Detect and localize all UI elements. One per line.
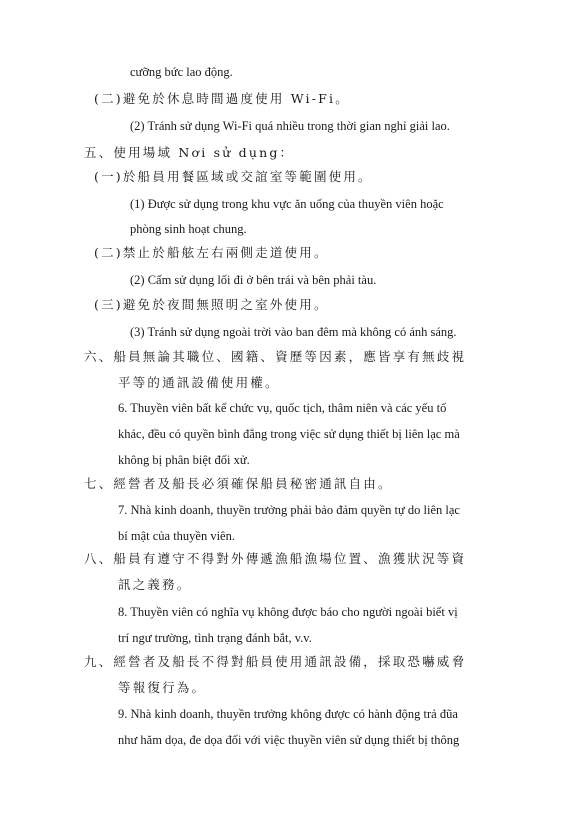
text-line: (1) Được sử dụng trong khu vực ăn uống của thuyền viên hoặc (130, 197, 444, 211)
text-line: 9. Nhà kinh doanh, thuyền trưởng không được có hành động trả đũa (118, 707, 458, 721)
text-line: 訊之義務。 (118, 577, 192, 592)
section-heading: 五、使用場域 Nơi sử dụng： (84, 145, 295, 160)
text-line: trí ngư trường, tình trạng đánh bắt, v.v. (118, 631, 312, 645)
text-line: (三)避免於夜間無照明之室外使用。 (94, 297, 329, 312)
section-heading: 七、經營者及船長必須確保船員秘密通訊自由。 (84, 476, 393, 491)
text-line: không bị phân biệt đối xử. (118, 453, 250, 467)
text-line: (二)避免於休息時間過度使用 Wi-Fi。 (94, 91, 350, 106)
text-line: (2) Cấm sử dụng lối đi ở bên trái và bên phải tàu. (130, 273, 377, 287)
text-line: 7. Nhà kinh doanh, thuyền trưởng phải bảo đảm quyền tự do liên lạc (118, 503, 460, 517)
text-line: (2) Tránh sử dụng Wi-Fi quá nhiều trong thời gian nghỉ giải lao. (130, 119, 450, 133)
text-line: 8. Thuyền viên có nghĩa vụ không được báo cho người ngoài biết vị (118, 605, 458, 619)
text-line: cưỡng bức lao động. (130, 65, 233, 79)
text-line: phòng sinh hoạt chung. (130, 222, 247, 236)
section-heading: 八、船員有遵守不得對外傳遞漁船漁場位置、漁獲狀況等資 (84, 551, 467, 566)
text-line: bí mật của thuyền viên. (118, 529, 235, 543)
text-line: 平等的通訊設備使用權。 (118, 375, 280, 390)
section-heading: 六、船員無論其職位、國籍、資歷等因素，應皆享有無歧視 (84, 349, 467, 364)
text-line: (3) Tránh sử dụng ngoài trời vào ban đêm mà không có ánh sáng. (130, 325, 457, 339)
text-line: 等報復行為。 (118, 680, 207, 695)
text-line: (一)於船員用餐區域或交誼室等範圍使用。 (94, 169, 373, 184)
text-line: khác, đều có quyền bình đẳng trong việc sử dụng thiết bị liên lạc mà (118, 427, 460, 441)
text-line: 6. Thuyền viên bất kể chức vụ, quốc tịch, thâm niên và các yếu tố (118, 401, 447, 415)
section-heading: 九、經營者及船長不得對船員使用通訊設備，採取恐嚇威脅 (84, 654, 467, 669)
text-line: (二)禁止於船舷左右兩側走道使用。 (94, 245, 329, 260)
text-line: như hăm dọa, đe dọa đối với việc thuyền viên sử dụng thiết bị thông (118, 733, 460, 747)
